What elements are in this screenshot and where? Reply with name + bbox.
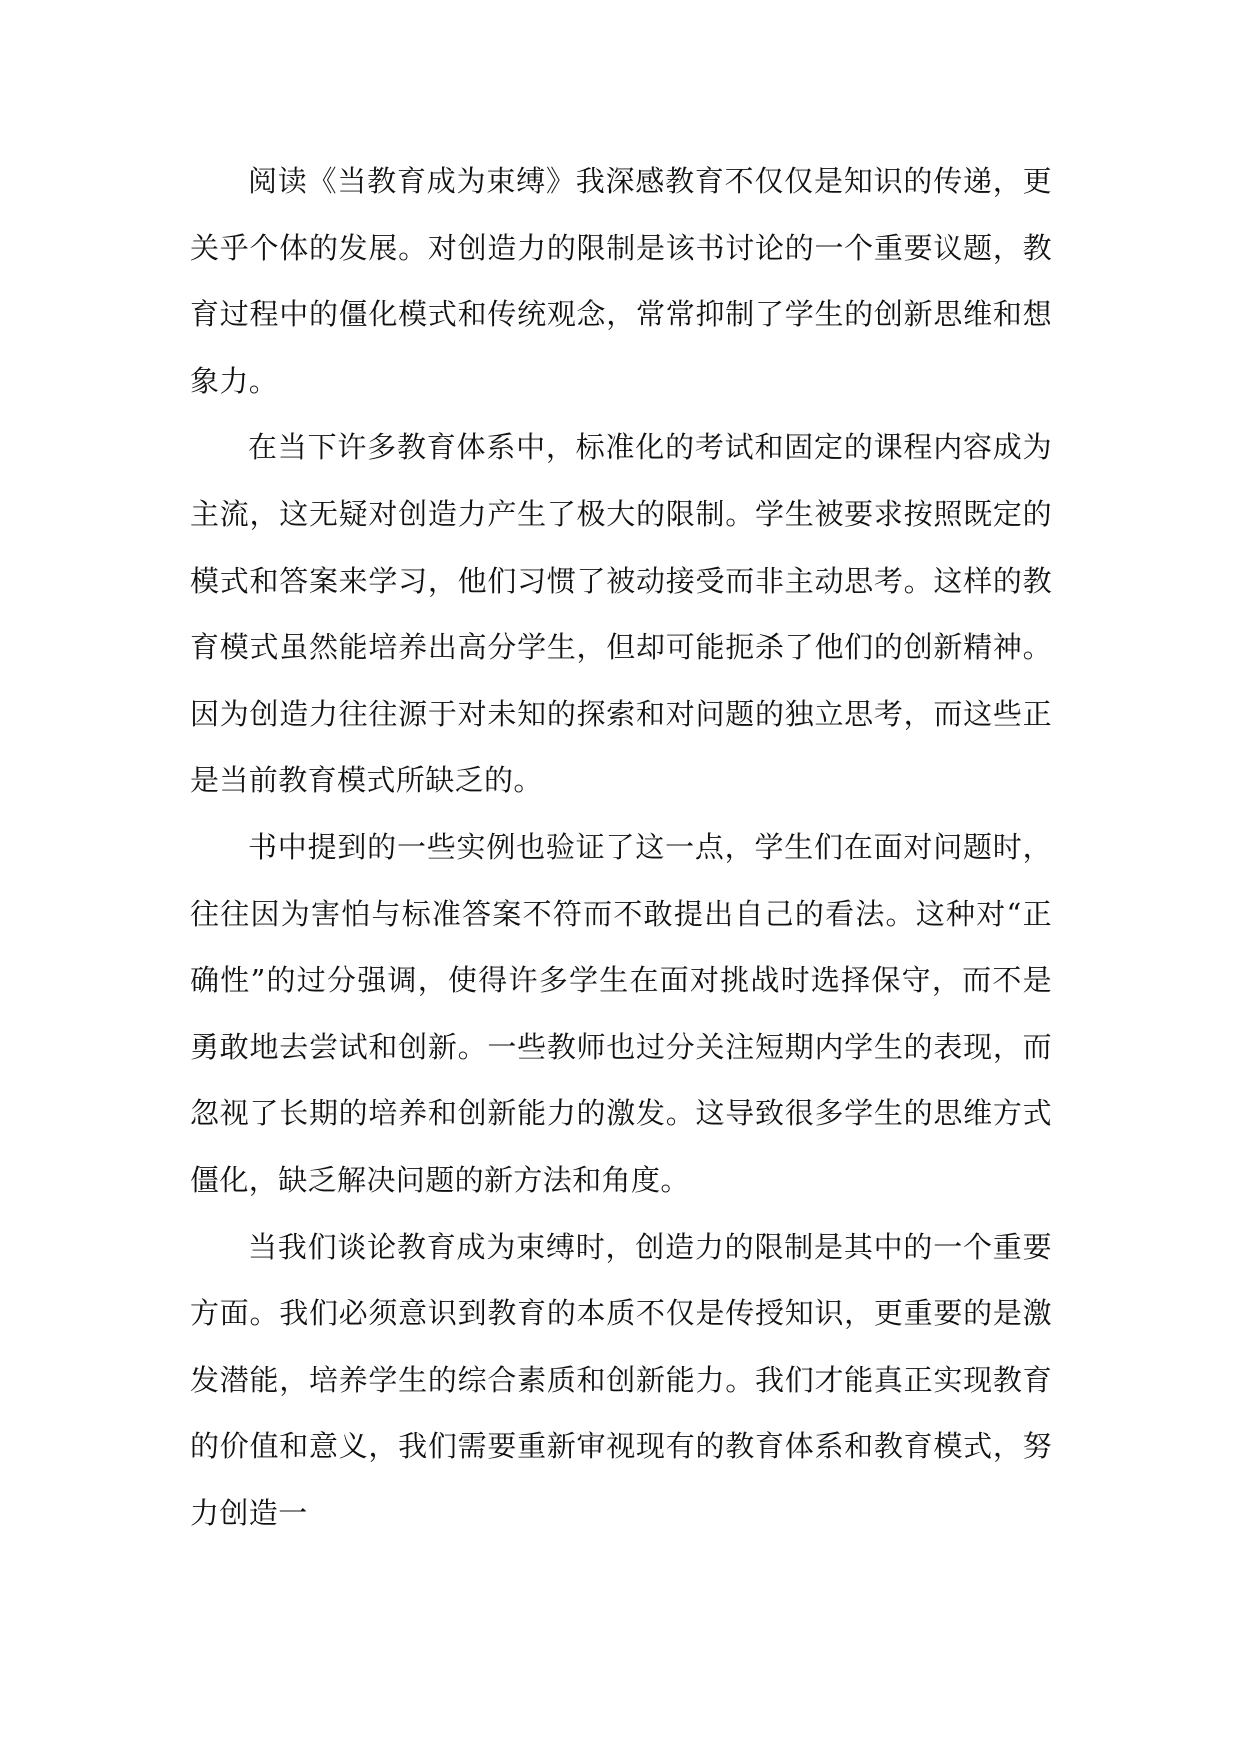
- paragraph-4: 当我们谈论教育成为束缚时，创造力的限制是其中的一个重要方面。我们必须意识到教育的本质不仅是传授知识，更重要的是激发潜能，培养学生的综合素质和创新能力。我们才能真正实现教育的价值和意义，我们需要重新审视现有的教育体系和教育模式，努力创造一: [190, 1229, 1052, 1530]
- paragraph-2: 在当下许多教育体系中，标准化的考试和固定的课程内容成为主流，这无疑对创造力产生了极大的限制。学生被要求按照既定的模式和答案来学习，他们习惯了被动接受而非主动思考。这样的教育模式虽然能培养出高分学生，但却可能扼杀了他们的创新精神。因为创造力往往源于对未知的探索和对问题的独立思考，而这些正是当前教育模式所缺乏的。: [190, 430, 1052, 798]
- paragraph-1: 阅读《当教育成为束缚》我深感教育不仅仅是知识的传递，更关乎个体的发展。对创造力的限制是该书讨论的一个重要议题，教育过程中的僵化模式和传统观念，常常抑制了学生的创新思维和想象力。: [190, 164, 1052, 398]
- document-body: [190, 148, 1052, 1546]
- paragraph-3: 书中提到的一些实例也验证了这一点，学生们在面对问题时，往往因为害怕与标准答案不符而不敢提出自己的看法。这种对“正确性”的过分强调，使得许多学生在面对挑战时选择保守，而不是勇敢地去尝试和创新。一些教师也过分关注短期内学生的表现，而忽视了长期的培养和创新能力的激发。这导致很多学生的思维方式僵化，缺乏解决问题的新方法和角度。: [190, 829, 1052, 1197]
